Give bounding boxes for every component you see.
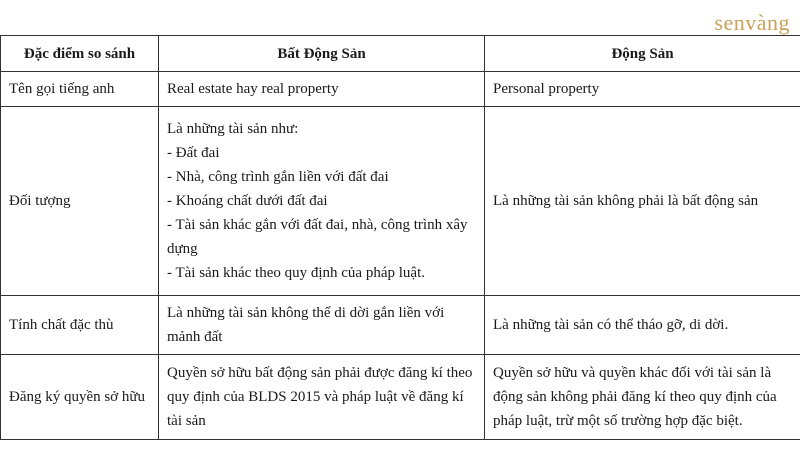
brand-logo: senvàng [714,10,790,35]
criterion-cell: Tính chất đặc thù [1,296,159,355]
comparison-table [0,35,800,440]
movable-cell: Là những tài sản có thể tháo gỡ, di dời. [485,296,800,355]
table-row [1,296,800,355]
movable-cell: Personal property [485,72,800,107]
header-real-estate: Bất Động Sản [159,36,485,72]
real-estate-cell: Là những tài sản không thể di dời gắn liền với mảnh đất [159,296,485,355]
list-item: - Tài sản khác theo quy định của pháp luật. [167,261,476,285]
header-movable: Động Sản [485,36,800,72]
real-estate-intro: Là những tài sản như: [167,121,299,137]
real-estate-cell: Real estate hay real property [159,72,485,107]
criterion-cell: Đăng ký quyền sở hữu [1,355,159,440]
list-item: - Khoáng chất dưới đất đai [167,189,476,213]
table-header-row [1,36,800,72]
criterion-cell: Tên gọi tiếng anh [1,72,159,107]
table-row [1,107,800,296]
real-estate-cell [159,107,485,296]
real-estate-cell: Quyền sở hữu bất động sản phải được đăng kí theo quy định của BLDS 2015 và pháp luật về đăng kí tài sản [159,355,485,440]
header-criterion: Đặc điểm so sánh [1,36,159,72]
list-item: - Tài sản khác gắn với đất đai, nhà, công trình xây dựng [167,213,476,261]
list-item: - Nhà, công trình gắn liền với đất đai [167,165,476,189]
movable-cell: Là những tài sản không phải là bất động sản [485,107,800,296]
real-estate-item-list [167,141,476,285]
table-row [1,72,800,107]
list-item: - Đất đai [167,141,476,165]
table-row [1,355,800,440]
criterion-cell: Đối tượng [1,107,159,296]
movable-cell: Quyền sở hữu và quyền khác đối với tài sản là động sản không phải đăng kí theo quy định của pháp luật, trừ một số trường hợp đặc biệt. [485,355,800,440]
